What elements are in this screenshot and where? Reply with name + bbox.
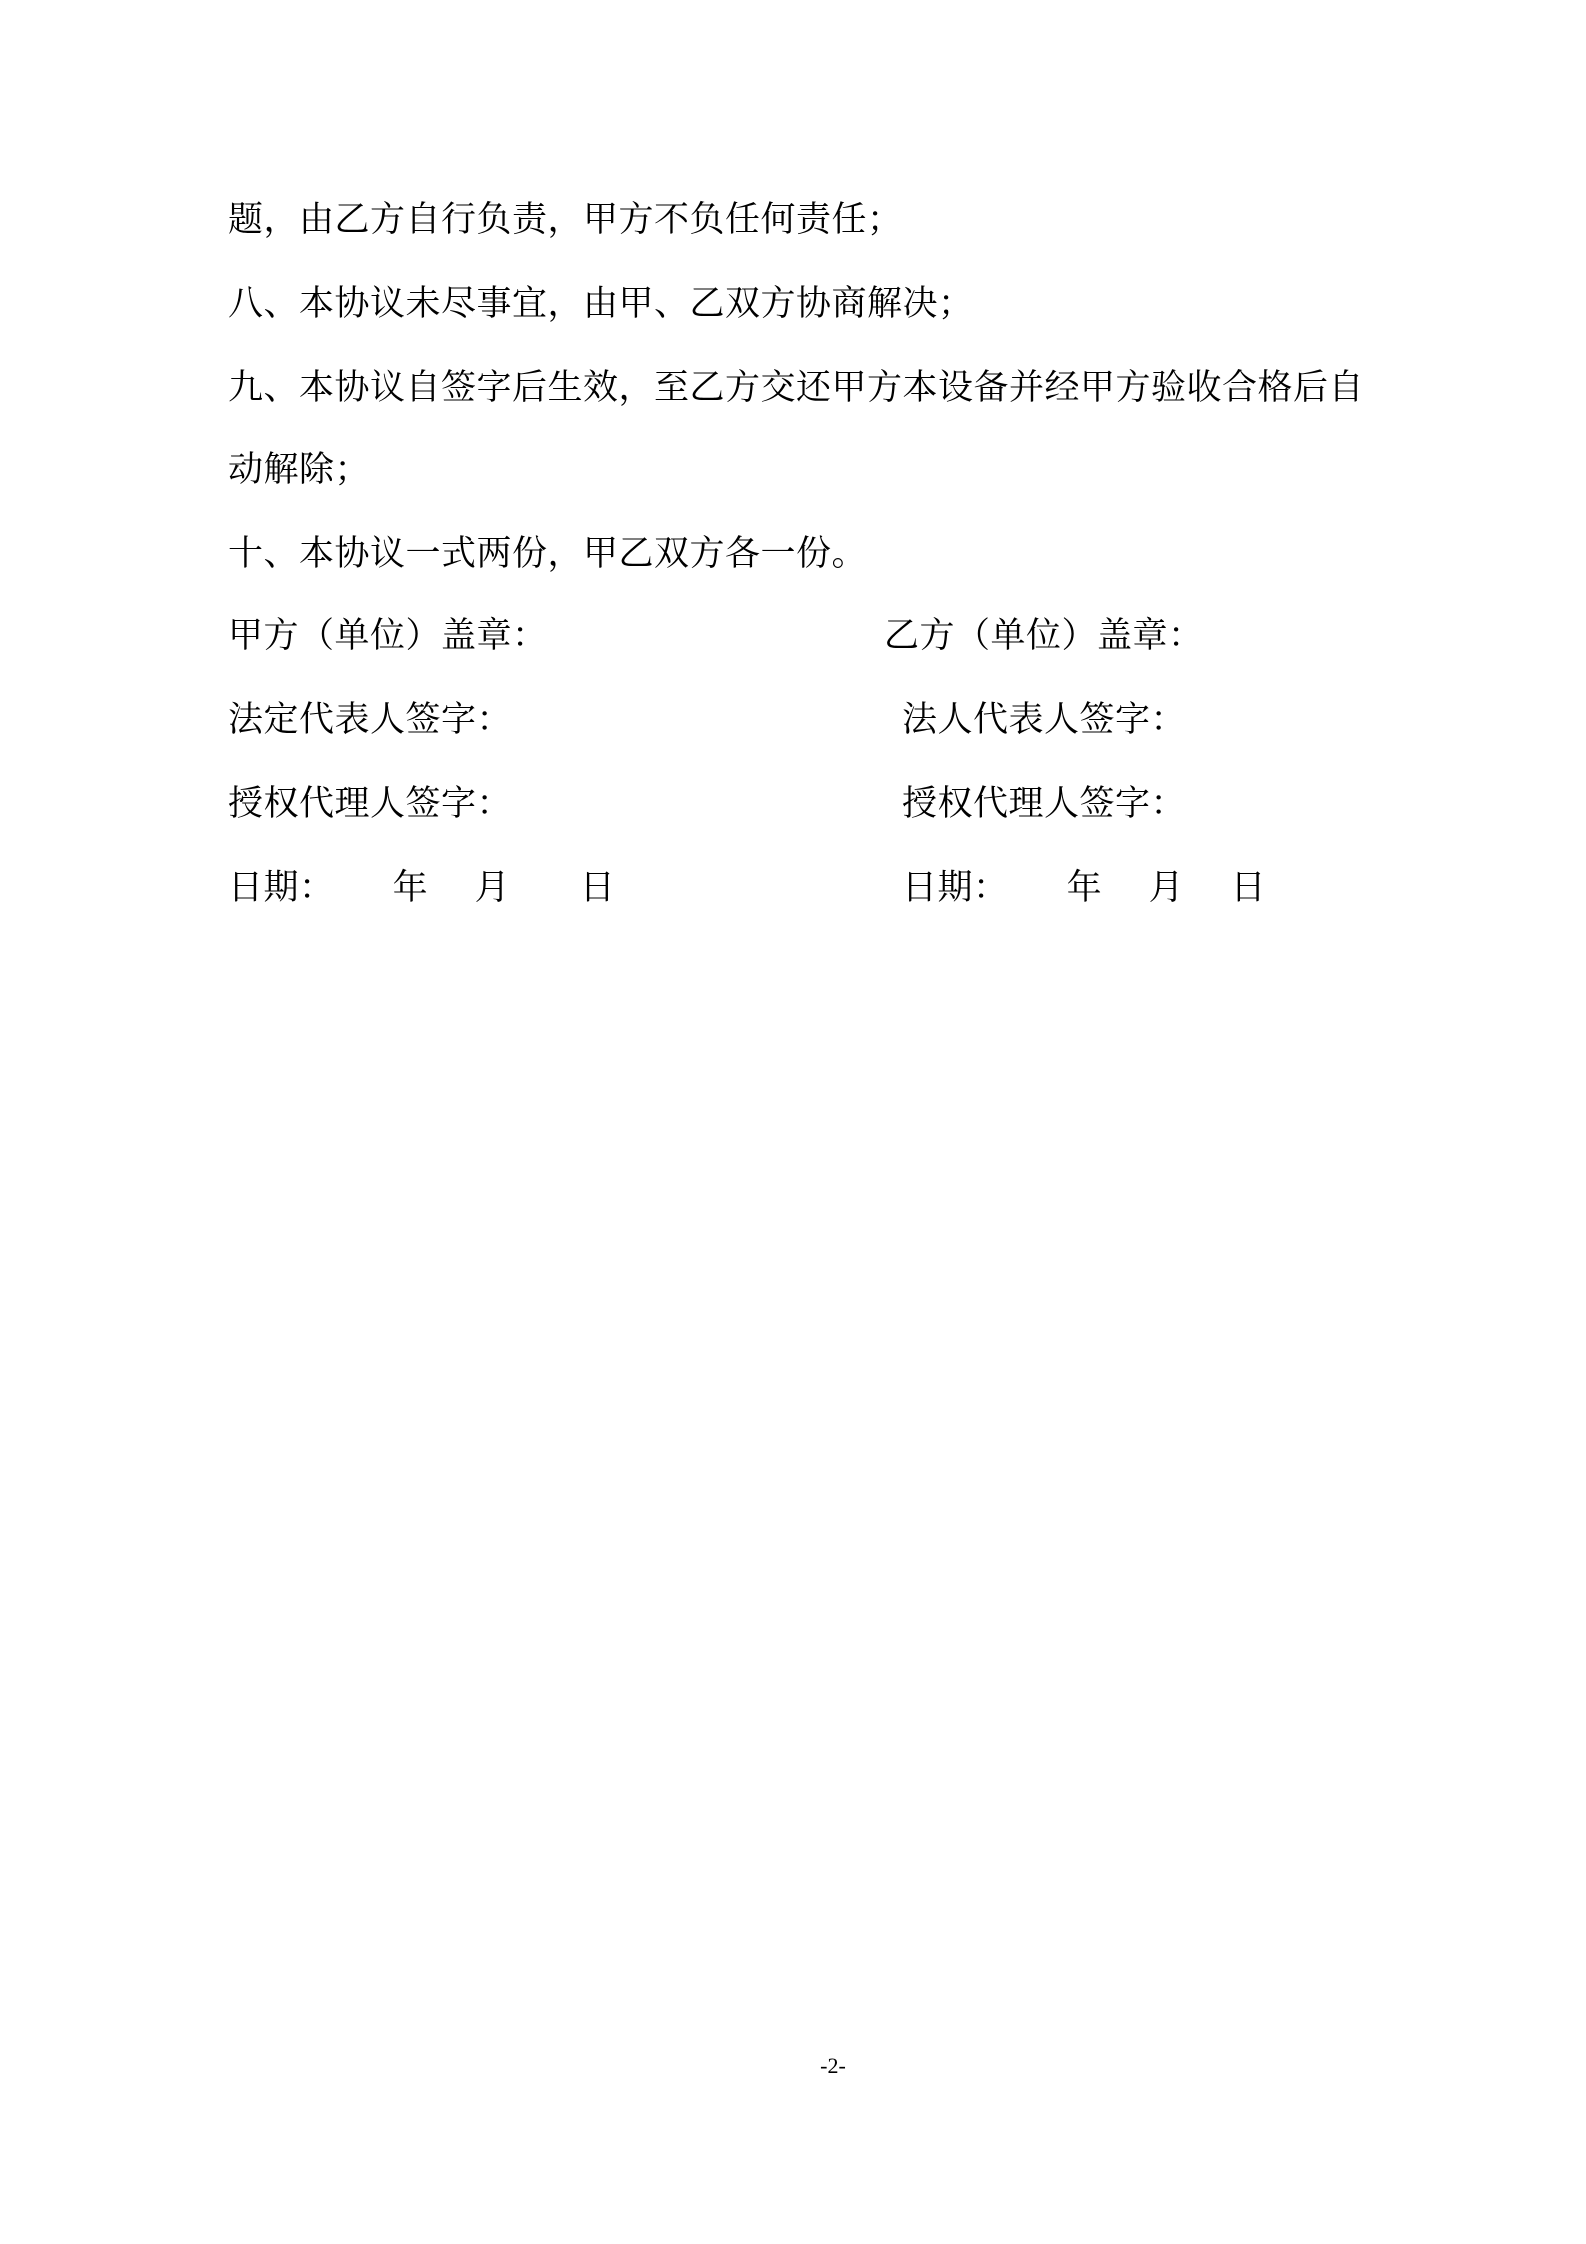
clause-nine-line-2: 动解除； — [228, 450, 371, 490]
party-b-date-label: 日期： 年 月 日 — [902, 868, 1267, 908]
party-b-seal-label: 乙方（单位）盖章： — [884, 616, 1204, 656]
party-a-legal-rep-label: 法定代表人签字： — [228, 700, 513, 740]
page-number: -2- — [820, 2053, 846, 2078]
party-a-date-label: 日期： 年 月 日 — [228, 868, 616, 908]
clause-ten: 十、本协议一式两份，甲乙双方各一份。 — [228, 534, 868, 574]
party-b-agent-label: 授权代理人签字： — [902, 784, 1187, 824]
party-b-legal-rep-label: 法人代表人签字： — [902, 700, 1187, 740]
party-a-agent-label: 授权代理人签字： — [228, 784, 513, 824]
clause-eight: 八、本协议未尽事宜，由甲、乙双方协商解决； — [228, 284, 974, 324]
clause-nine-line-1: 九、本协议自签字后生效，至乙方交还甲方本设备并经甲方验收合格后自 — [228, 368, 1365, 408]
party-a-seal-label: 甲方（单位）盖章： — [228, 616, 548, 656]
clause-seven-continuation: 题，由乙方自行负责，甲方不负任何责任； — [228, 200, 903, 240]
